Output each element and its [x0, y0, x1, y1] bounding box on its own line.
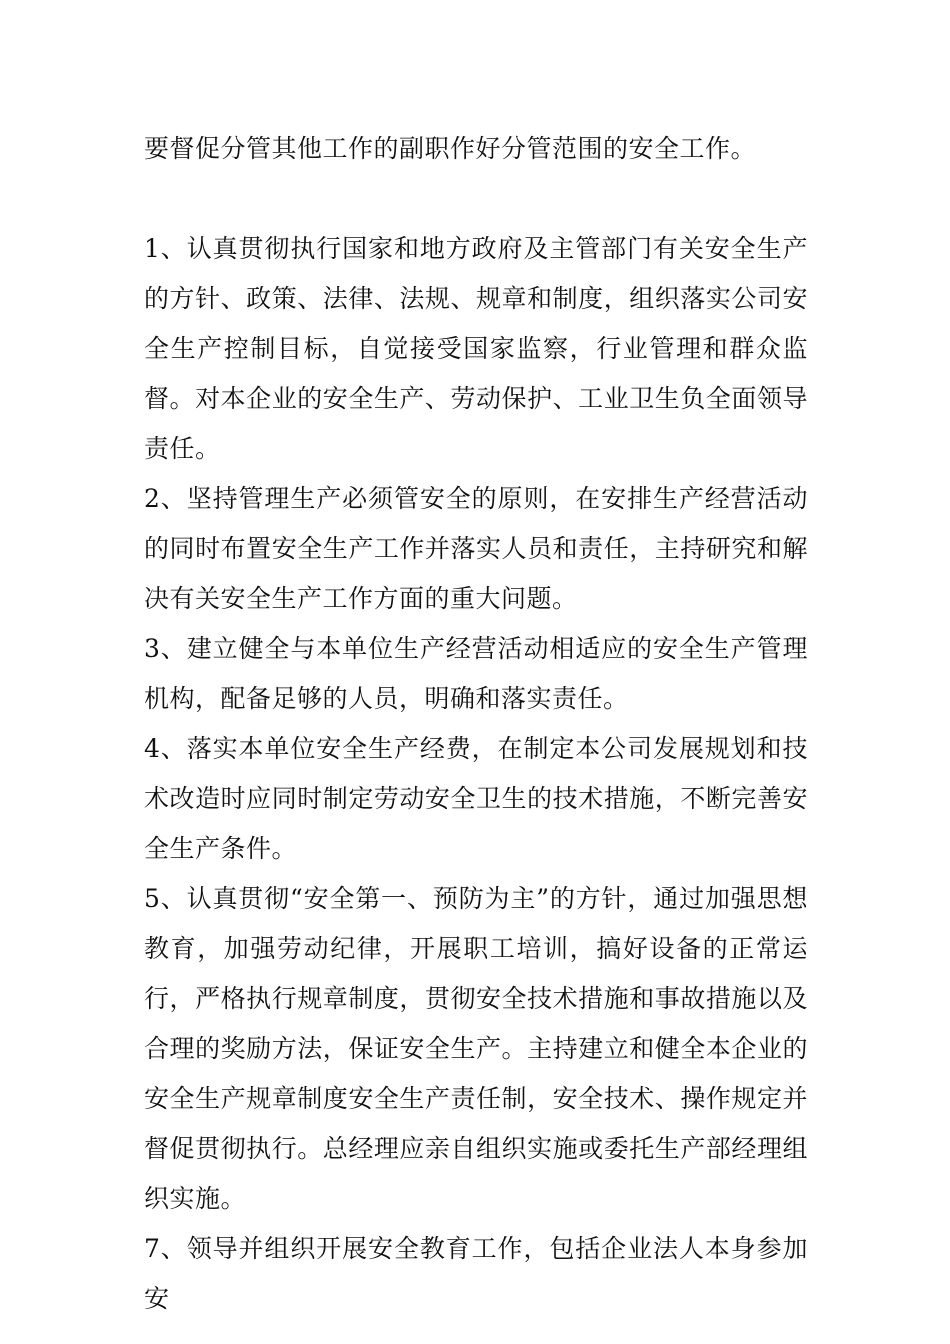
item-paragraph-7: 7、领导并组织开展安全教育工作，包括企业法人本身参加安 — [144, 1234, 808, 1313]
intro-block — [144, 124, 808, 174]
item-paragraph-3: 3、建立健全与本单位生产经营活动相适应的安全生产管理机构，配备足够的人员，明确和落实责任。 — [144, 634, 808, 713]
item-paragraph-1: 1、认真贯彻执行国家和地方政府及主管部门有关安全生产的方针、政策、法律、法规、规章和制度，组织落实公司安全生产控制目标，自觉接受国家监察，行业管理和群众监督。对本企业的安全生产、劳动保护、工业卫生负全面领导责任。 — [144, 234, 808, 463]
item-paragraph-4: 4、落实本单位安全生产经费，在制定本公司发展规划和技术改造时应同时制定劳动安全卫生的技术措施，不断完善安全生产条件。 — [144, 734, 808, 863]
item-paragraph-2: 2、坚持管理生产必须管安全的原则，在安排生产经营活动的同时布置安全生产工作并落实人员和责任，主持研究和解决有关安全生产工作方面的重大问题。 — [144, 484, 808, 613]
item-paragraph-5: 5、认真贯彻“安全第一、预防为主”的方针，通过加强思想教育，加强劳动纪律，开展职工培训，搞好设备的正常运行，严格执行规章制度，贯彻安全技术措施和事故措施以及合理的奖励方法，保证安全生产。主持建立和健全本企业的安全生产规章制度安全生产责任制，安全技术、操作规定并督促贯彻执行。总经理应亲自组织实施或委托生产部经理组织实施。 — [144, 884, 808, 1213]
responsibility-list — [144, 224, 808, 1324]
intro-paragraph: 要督促分管其他工作的副职作好分管范围的安全工作。 — [144, 134, 757, 163]
